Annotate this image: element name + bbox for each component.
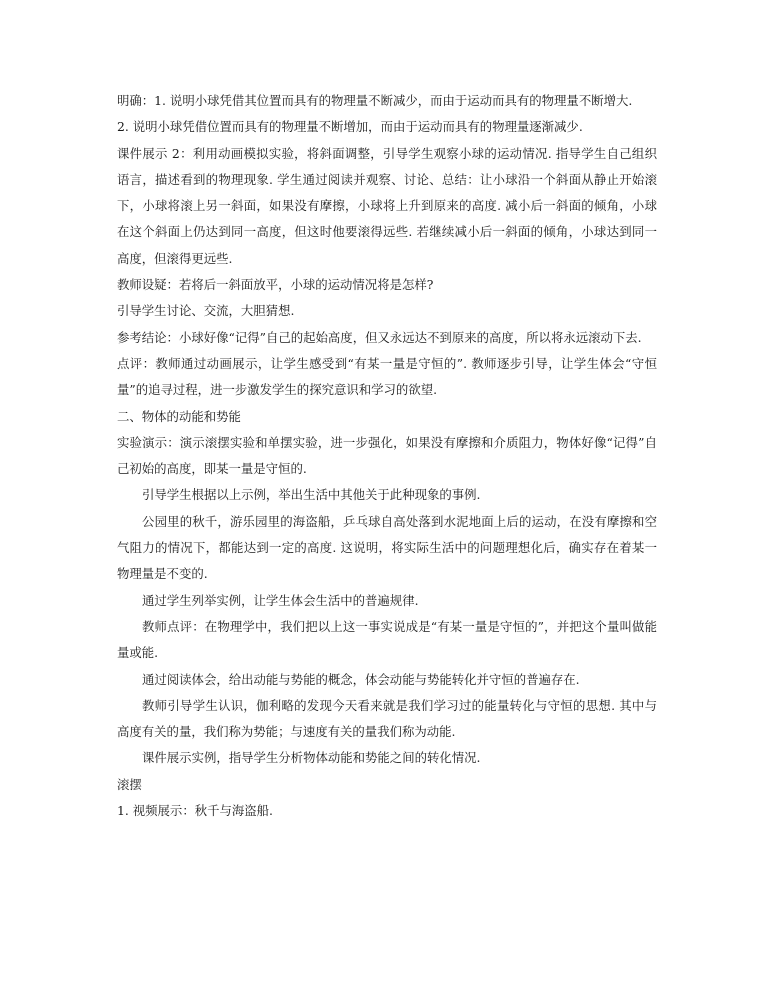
paragraph-concepts: 通过阅读体会，给出动能与势能的概念，体会动能与势能转化并守恒的普遍存在.	[142, 671, 580, 687]
paragraph-galileo: 教师引导学生认识，伽利略的发现今天看来就是我们学习过的能量转化与守恒的思想. 其中与高度有关的量，我们称为势能；与速度有关的量我们称为动能.	[117, 697, 657, 740]
paragraph-universal-law: 通过学生列举实例，让学生体会生活中的普遍规律.	[142, 592, 419, 608]
paragraph-life-examples: 公园里的秋千，游乐园里的海盗船，乒乓球自高处落到水泥地面上后的运动，在没有摩擦和空气阻力的情况下，都能达到一定的高度. 这说明，将实际生活中的问题理想化后，确实存在着某一物理量是不变的.	[117, 513, 657, 582]
paragraph-courseware-examples: 课件展示实例，指导学生分析物体动能和势能之间的转化情况.	[142, 750, 481, 766]
paragraph-experiment-demo: 实验演示：演示滚摆实验和单摆实验，进一步强化，如果没有摩擦和介质阻力，物体好像“记得”自己初始的高度，即某一量是守恒的.	[117, 434, 657, 477]
paragraph-comment: 点评：教师通过动画展示，让学生感受到“有某一量是守恒的”. 教师逐步引导，让学生体会“守恒量”的追寻过程，进一步激发学生的探究意识和学习的欲望.	[117, 355, 657, 398]
paragraph-guide-examples: 引导学生根据以上示例，举出生活中其他关于此种现象的事例.	[142, 487, 481, 503]
paragraph-courseware-2: 课件展示 2：利用动画模拟实验，将斜面调整，引导学生观察小球的运动情况. 指导学生自己组织语言，描述看到的物理现象. 学生通过阅读并观察、讨论、总结：让小球沿一个斜面从静止开始滚下，小球将滚上另一斜面，如果没有摩擦，小球将上升到原来的高度. 减小后一斜面的倾角，小球在这个斜面上仍达到同一高度，但这时他要滚得远些. 若继续减小后一斜面的倾角，小球达到同一高度，但滚得更远些.	[117, 145, 657, 266]
paragraph-guide-discussion: 引导学生讨论、交流，大胆猜想.	[117, 303, 295, 319]
section-heading-kinetic-potential: 二、物体的动能和势能	[117, 408, 241, 424]
paragraph-teacher-question: 教师设疑：若将后一斜面放平，小球的运动情况将是怎样?	[117, 277, 434, 293]
paragraph-video-display: 1. 视频展示：秋千与海盗船.	[117, 803, 273, 819]
paragraph-clarification-1: 明确：1. 说明小球凭借其位置而具有的物理量不断减少，而由于运动而具有的物理量不断增大.	[117, 93, 633, 108]
document-body	[117, 88, 657, 824]
paragraph-teacher-comment: 教师点评：在物理学中，我们把以上这一事实说成是“有某一量是守恒的”，并把这个量叫做能量或能.	[117, 618, 657, 661]
subheading-rolling-pendulum: 滚摆	[117, 776, 142, 792]
paragraph-reference-conclusion: 参考结论：小球好像“记得”自己的起始高度，但又永远达不到原来的高度，所以将永远滚动下去.	[117, 329, 642, 345]
paragraph-clarification-2: 2. 说明小球凭借位置而具有的物理量不断增加，而由于运动而具有的物理量逐渐减少.	[117, 119, 583, 135]
